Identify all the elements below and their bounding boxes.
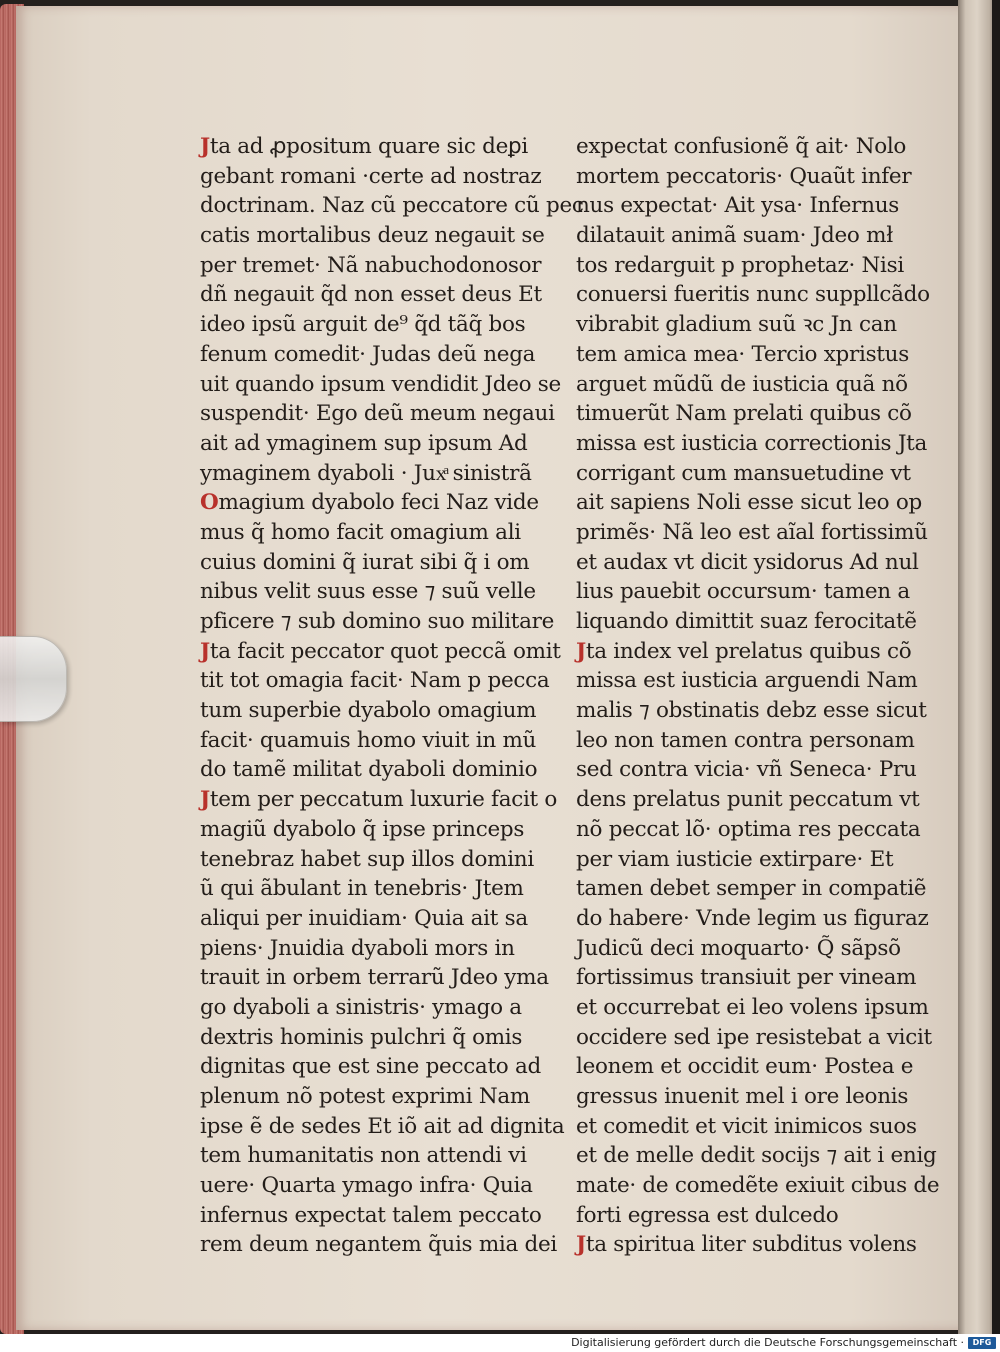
text-line: ait sapiens Noli esse sicut leo op — [576, 490, 922, 516]
text-line: fenum comedit· Judas deũ nega — [200, 341, 536, 367]
text-line: Judicũ deci moquarto· Q̃ sãpsõ — [576, 935, 901, 961]
text-line: dñ negauit q̃d non esset deus Et — [200, 282, 542, 308]
text-line: do tamẽ militat dyaboli dominio — [200, 757, 538, 783]
text-line: ymaginem dyaboli · Juxͣ sinistrã — [200, 460, 532, 486]
text-line: vibrabit gladium suũ ꝛc Jn can — [576, 312, 897, 338]
text-line: per tremet· Nã nabuchodonosor — [200, 252, 542, 278]
right-book-block — [958, 0, 1000, 1334]
text-line: cuius domini q̃ iurat sibi q̃ i om — [200, 549, 530, 575]
text-line: doctrinam. Naz cũ peccatore cũ pec — [200, 193, 584, 219]
text-line: dens prelatus punit peccatum vt — [576, 787, 920, 813]
text-line: Omagium dyabolo feci Naz vide — [200, 490, 539, 516]
text-line: trauit in orbem terrarũ Jdeo yma — [200, 965, 549, 991]
text-line: leonem et occidit eum· Postea e — [576, 1054, 914, 1080]
text-line: mate· de comedẽte exiuit cibus de — [576, 1173, 940, 1199]
text-line: uit quando ipsum vendidit Jdeo se — [200, 371, 561, 397]
text-line: gebant romani ·certe ad nostraz — [200, 163, 542, 189]
text-line: catis mortalibus deuz negauit se — [200, 223, 545, 249]
text-line: ait ad ymaginem sup ipsum Ad — [200, 430, 528, 456]
rubric-initial: J — [200, 134, 210, 159]
text-line: tum superbie dyabolo omagium — [200, 698, 537, 724]
text-line: fortissimus transiuit per vineam — [576, 965, 917, 991]
text-line: Jta facit peccator quot peccã omit — [200, 638, 561, 664]
text-column-right — [576, 132, 940, 1260]
text-line: Jtem per peccatum luxurie facit o — [200, 787, 558, 813]
rubric-initial: O — [200, 490, 219, 516]
text-line: ipse ẽ de sedes Et iõ ait ad dignita — [200, 1113, 565, 1139]
text-line: go dyaboli a sinistris· ymago a — [200, 994, 522, 1020]
rubric-initial: J — [576, 1232, 586, 1258]
text-line: lius pauebit occursum· tamen a — [576, 579, 910, 605]
text-line: suspendit· Ego deũ meum negaui — [200, 401, 555, 427]
text-line: aliqui per inuidiam· Quia ait sa — [200, 905, 528, 931]
text-line: et de melle dedit socijs ⁊ ait i enig — [576, 1143, 937, 1169]
text-line: gressus inuenit mel i ore leonis — [576, 1084, 909, 1109]
text-line: ideo ipsũ arguit de⁹ q̃d tãq̃ bos — [200, 312, 526, 338]
dfg-logo-icon: DFG — [968, 1337, 996, 1349]
text-line: primẽs· Nã leo est aĩal fortissimũ — [576, 519, 928, 545]
text-line: piens· Jnuidia dyaboli mors in — [200, 935, 515, 961]
text-line: tem amica mea· Tercio xpristus — [576, 341, 909, 367]
text-line: conuersi fueritis nunc suppllcãdo — [576, 282, 930, 308]
text-line: magiũ dyabolo q̃ ipse princeps — [200, 816, 525, 842]
text-line: forti egressa est dulcedo — [576, 1202, 839, 1228]
text-line: malis ⁊ obstinatis debz esse sicut — [576, 698, 927, 724]
rubric-initial: J — [576, 638, 586, 664]
text-line: arguet mũdũ de iusticia quã nõ — [576, 371, 908, 397]
text-line: tit tot omagia facit· Nam p pecca — [200, 668, 550, 694]
text-line: corrigant cum mansuetudine vt — [576, 460, 911, 486]
text-line: pficere ⁊ sub domino suo militare — [200, 609, 555, 634]
page-clip-tab — [0, 636, 67, 722]
text-line: plenum nõ potest exprimi Nam — [200, 1084, 530, 1109]
text-line: dignitas que est sine peccato ad — [200, 1054, 541, 1080]
text-line: facit· quamuis homo viuit in mũ — [200, 727, 537, 753]
text-line: do habere· Vnde legim us figuraz — [576, 905, 929, 931]
text-line: expectat confusionẽ q̃ ait· Nolo — [576, 134, 907, 159]
text-line: ũ qui ãbulant in tenebris· Jtem — [200, 876, 524, 902]
text-line: leo non tamen contra personam — [576, 727, 915, 753]
text-line: timuerũt Nam prelati quibus cõ — [576, 401, 912, 427]
rubric-initial: J — [200, 638, 210, 664]
text-line: per viam iusticie extirpare· Et — [576, 846, 894, 872]
text-line: dextris hominis pulchri q̃ omis — [200, 1024, 523, 1050]
text-line: tos redarguit p prophetaz· Nisi — [576, 252, 904, 278]
text-line: tenebraz habet sup illos domini — [200, 846, 534, 872]
text-line: et occurrebat ei leo volens ipsum — [576, 994, 929, 1020]
text-line: nibus velit suus esse ⁊ suũ velle — [200, 579, 536, 605]
footer-credit: Digitalisierung gefördert durch die Deutsche Forschungsgemeinschaft · — [571, 1336, 964, 1349]
text-line: tamen debet semper in compatiẽ — [576, 876, 927, 902]
text-line: missa est iusticia correctionis Jta — [576, 430, 927, 456]
text-line: tem humanitatis non attendi vi — [200, 1143, 527, 1169]
text-line: et audax vt dicit ysidorus Ad nul — [576, 549, 919, 575]
text-line: et comedit et vicit inimicos suos — [576, 1113, 917, 1139]
text-line: rem deum negantem q̃uis mia dei — [200, 1232, 557, 1258]
text-line: missa est iusticia arguendi Nam — [576, 668, 918, 694]
text-line: Jta ad ꝓpositum quare sic deꝑi — [200, 134, 528, 159]
text-column-left — [200, 132, 584, 1260]
text-line: sed contra vicia· vñ Seneca· Pru — [576, 757, 917, 783]
text-line: dilatauit animã suam· Jdeo mł — [576, 223, 893, 249]
text-line: infernus expectat talem peccato — [200, 1202, 542, 1228]
text-line: nus expectat· Ait ysa· Infernus — [576, 193, 899, 219]
text-line: Jta spiritua liter subditus volens — [576, 1232, 917, 1258]
attribution-footer — [0, 1334, 1000, 1352]
text-line: mus q̃ homo facit omagium ali — [200, 519, 521, 545]
text-line: mortem peccatoris· Quaũt infer — [576, 163, 912, 189]
text-line: occidere sed ipe resistebat a vicit — [576, 1024, 932, 1050]
text-line: nõ peccat lõ· optima res peccata — [576, 816, 921, 842]
text-line: uere· Quarta ymago infra· Quia — [200, 1173, 533, 1199]
rubric-initial: J — [200, 787, 210, 813]
text-line: liquando dimittit suaz ferocitatẽ — [576, 609, 917, 634]
text-line: Jta index vel prelatus quibus cõ — [576, 638, 912, 664]
